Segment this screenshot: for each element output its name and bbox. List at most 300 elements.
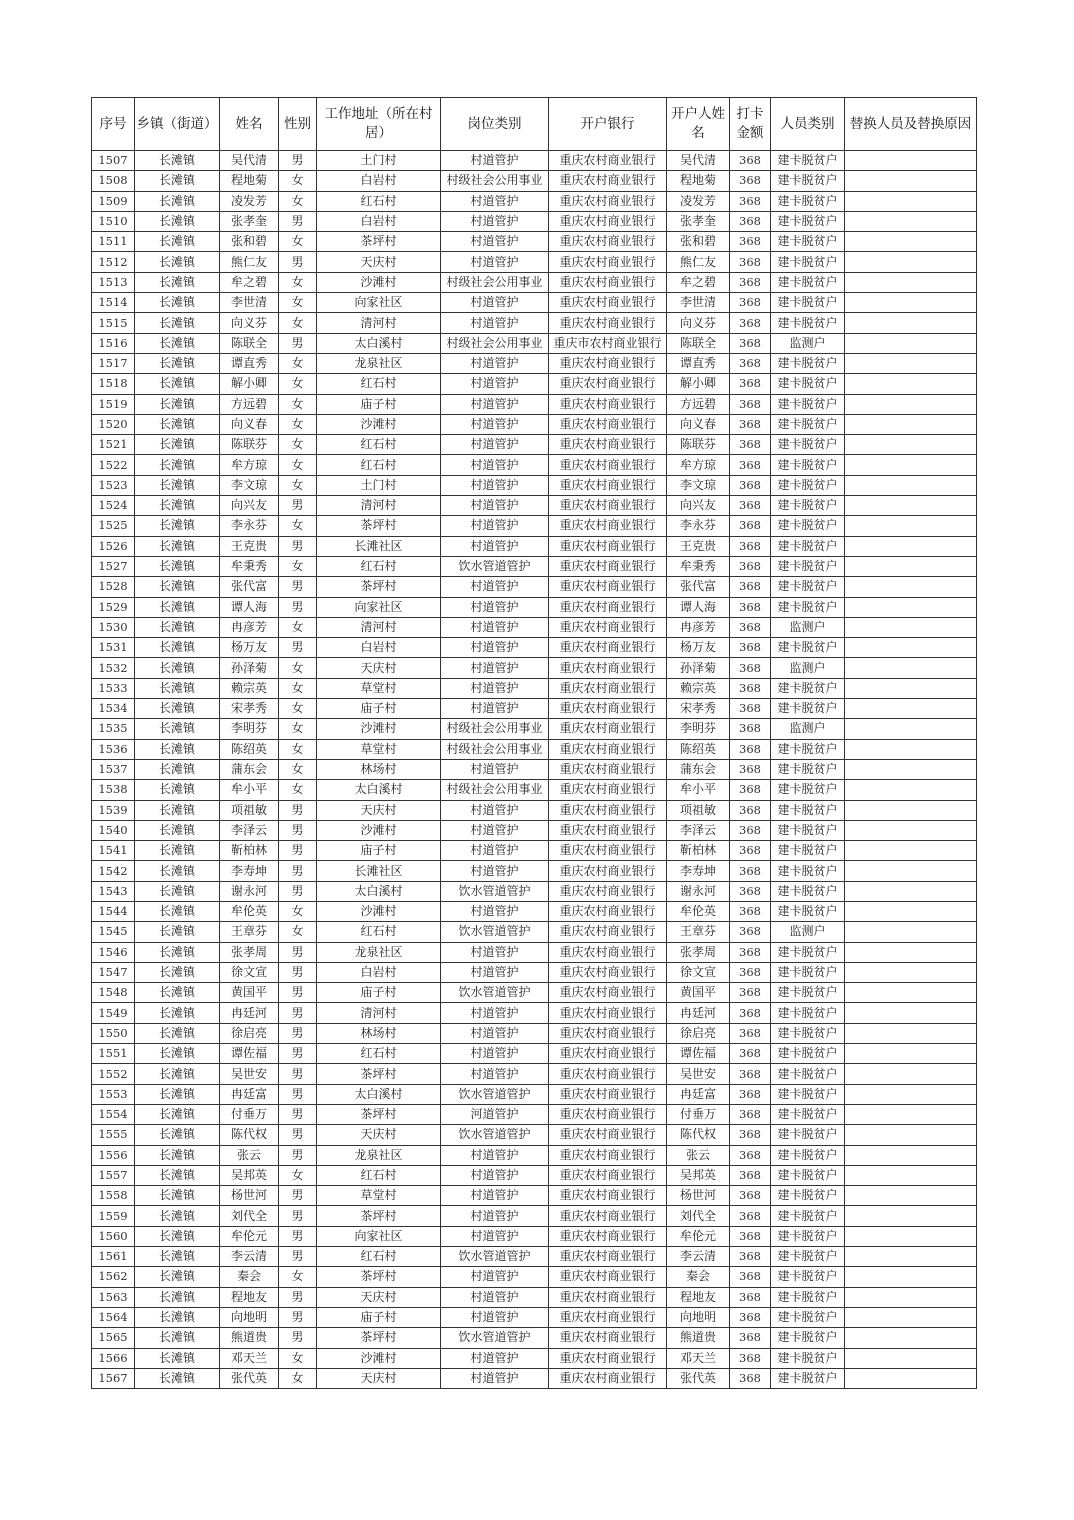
cell-account-holder: 张孝奎 [667,211,730,231]
cell-job-category: 村道管护 [441,191,549,211]
cell-replacement [845,800,977,820]
cell-person-category: 建卡脱贫户 [771,1226,845,1246]
table-row [92,577,977,597]
cell-account-holder: 熊道贵 [667,1328,730,1348]
cell-bank: 重庆农村商业银行 [549,1348,667,1368]
cell-town: 长滩镇 [135,1104,220,1124]
cell-account-holder: 黄国平 [667,983,730,1003]
table-row [92,800,977,820]
cell-gender: 女 [279,1368,317,1388]
cell-work-address: 茶坪村 [317,232,441,252]
cell-amount: 368 [730,1145,771,1165]
table-row [92,1044,977,1064]
cell-account-holder: 蒲东会 [667,759,730,779]
cell-person-category: 监测户 [771,658,845,678]
cell-job-category: 村道管护 [441,962,549,982]
cell-town: 长滩镇 [135,1186,220,1206]
cell-town: 长滩镇 [135,475,220,495]
cell-gender: 女 [279,435,317,455]
cell-replacement [845,638,977,658]
cell-name: 牟秉秀 [220,556,279,576]
cell-work-address: 茶坪村 [317,516,441,536]
table-row [92,861,977,881]
cell-work-address: 沙滩村 [317,820,441,840]
cell-gender: 男 [279,333,317,353]
table-row [92,1368,977,1388]
cell-work-address: 红石村 [317,1044,441,1064]
cell-name: 牟之碧 [220,272,279,292]
cell-name: 方远碧 [220,394,279,414]
cell-work-address: 白岩村 [317,638,441,658]
cell-gender: 男 [279,1023,317,1043]
cell-replacement [845,962,977,982]
cell-gender: 男 [279,496,317,516]
cell-amount: 368 [730,1287,771,1307]
cell-amount: 368 [730,820,771,840]
cell-person-category: 建卡脱贫户 [771,983,845,1003]
cell-town: 长滩镇 [135,881,220,901]
cell-person-category: 建卡脱贫户 [771,820,845,840]
cell-index: 1525 [92,516,135,536]
cell-bank: 重庆农村商业银行 [549,293,667,313]
cell-job-category: 村道管护 [441,841,549,861]
table-row [92,1226,977,1246]
cell-job-category: 村道管护 [441,901,549,921]
table-row [92,1247,977,1267]
cell-gender: 男 [279,1226,317,1246]
cell-amount: 368 [730,333,771,353]
cell-replacement [845,171,977,191]
cell-bank: 重庆农村商业银行 [549,496,667,516]
cell-amount: 368 [730,1084,771,1104]
cell-index: 1516 [92,333,135,353]
cell-index: 1553 [92,1084,135,1104]
cell-town: 长滩镇 [135,1145,220,1165]
cell-name: 项祖敏 [220,800,279,820]
cell-bank: 重庆农村商业银行 [549,861,667,881]
cell-amount: 368 [730,1044,771,1064]
cell-bank: 重庆农村商业银行 [549,739,667,759]
cell-amount: 368 [730,901,771,921]
cell-job-category: 村道管护 [441,1267,549,1287]
cell-work-address: 龙泉社区 [317,1145,441,1165]
cell-job-category: 村道管护 [441,1003,549,1023]
table-row [92,1003,977,1023]
cell-name: 靳柏林 [220,841,279,861]
cell-job-category: 村道管护 [441,678,549,698]
cell-person-category: 建卡脱贫户 [771,151,845,171]
cell-amount: 368 [730,841,771,861]
table-row [92,394,977,414]
cell-town: 长滩镇 [135,1003,220,1023]
header-work-address: 工作地址（所在村居） [317,98,441,151]
cell-town: 长滩镇 [135,374,220,394]
cell-amount: 368 [730,556,771,576]
cell-amount: 368 [730,1125,771,1145]
cell-index: 1535 [92,719,135,739]
cell-town: 长滩镇 [135,171,220,191]
cell-bank: 重庆农村商业银行 [549,577,667,597]
cell-person-category: 建卡脱贫户 [771,962,845,982]
cell-index: 1561 [92,1247,135,1267]
cell-name: 向地明 [220,1307,279,1327]
cell-amount: 368 [730,232,771,252]
cell-name: 李文琼 [220,475,279,495]
table-row [92,252,977,272]
cell-name: 谭人海 [220,597,279,617]
cell-account-holder: 冉彦芳 [667,617,730,637]
cell-bank: 重庆农村商业银行 [549,820,667,840]
cell-person-category: 建卡脱贫户 [771,1165,845,1185]
cell-index: 1548 [92,983,135,1003]
cell-gender: 男 [279,1307,317,1327]
cell-amount: 368 [730,1348,771,1368]
cell-town: 长滩镇 [135,597,220,617]
cell-replacement [845,617,977,637]
cell-bank: 重庆农村商业银行 [549,699,667,719]
cell-town: 长滩镇 [135,739,220,759]
cell-name: 徐文宣 [220,962,279,982]
cell-town: 长滩镇 [135,1328,220,1348]
cell-account-holder: 向兴友 [667,496,730,516]
cell-account-holder: 牟小平 [667,780,730,800]
cell-amount: 368 [730,597,771,617]
cell-index: 1537 [92,759,135,779]
cell-name: 牟方琼 [220,455,279,475]
cell-name: 李永芬 [220,516,279,536]
cell-work-address: 红石村 [317,1165,441,1185]
cell-town: 长滩镇 [135,719,220,739]
cell-person-category: 建卡脱贫户 [771,1287,845,1307]
cell-gender: 女 [279,1165,317,1185]
cell-town: 长滩镇 [135,1064,220,1084]
cell-gender: 女 [279,191,317,211]
cell-replacement [845,942,977,962]
cell-job-category: 村道管护 [441,151,549,171]
cell-person-category: 建卡脱贫户 [771,597,845,617]
table-row [92,536,977,556]
cell-index: 1562 [92,1267,135,1287]
cell-account-holder: 方远碧 [667,394,730,414]
cell-gender: 女 [279,455,317,475]
cell-work-address: 天庆村 [317,800,441,820]
cell-gender: 女 [279,414,317,434]
cell-town: 长滩镇 [135,942,220,962]
cell-account-holder: 付垂万 [667,1104,730,1124]
table-row [92,293,977,313]
cell-index: 1512 [92,252,135,272]
cell-amount: 368 [730,1206,771,1226]
cell-work-address: 庙子村 [317,394,441,414]
cell-name: 赖宗英 [220,678,279,698]
cell-job-category: 村道管护 [441,1287,549,1307]
cell-person-category: 建卡脱贫户 [771,577,845,597]
cell-work-address: 庙子村 [317,983,441,1003]
cell-person-category: 建卡脱贫户 [771,759,845,779]
cell-replacement [845,496,977,516]
cell-name: 张孝周 [220,942,279,962]
cell-job-category: 村道管护 [441,800,549,820]
header-town: 乡镇（街道） [135,98,220,151]
cell-person-category: 建卡脱贫户 [771,881,845,901]
cell-town: 长滩镇 [135,435,220,455]
header-gender: 性别 [279,98,317,151]
cell-index: 1550 [92,1023,135,1043]
cell-account-holder: 牟方琼 [667,455,730,475]
cell-job-category: 河道管护 [441,1104,549,1124]
cell-index: 1513 [92,272,135,292]
cell-replacement [845,1044,977,1064]
cell-amount: 368 [730,435,771,455]
cell-job-category: 村级社会公用事业 [441,333,549,353]
cell-replacement [845,435,977,455]
cell-replacement [845,272,977,292]
cell-work-address: 土门村 [317,151,441,171]
table-row [92,1267,977,1287]
cell-person-category: 建卡脱贫户 [771,942,845,962]
cell-town: 长滩镇 [135,983,220,1003]
cell-job-category: 村级社会公用事业 [441,171,549,191]
table-row [92,1206,977,1226]
cell-gender: 女 [279,780,317,800]
cell-index: 1556 [92,1145,135,1165]
cell-work-address: 长滩社区 [317,536,441,556]
cell-index: 1564 [92,1307,135,1327]
cell-bank: 重庆农村商业银行 [549,313,667,333]
cell-work-address: 茶坪村 [317,1064,441,1084]
cell-town: 长滩镇 [135,556,220,576]
cell-work-address: 庙子村 [317,1307,441,1327]
cell-town: 长滩镇 [135,922,220,942]
cell-job-category: 村道管护 [441,374,549,394]
cell-name: 邓天兰 [220,1348,279,1368]
cell-gender: 女 [279,922,317,942]
cell-job-category: 村道管护 [441,516,549,536]
cell-gender: 男 [279,820,317,840]
cell-account-holder: 解小卿 [667,374,730,394]
cell-account-holder: 邓天兰 [667,1348,730,1368]
cell-work-address: 沙滩村 [317,719,441,739]
cell-account-holder: 张代英 [667,1368,730,1388]
cell-town: 长滩镇 [135,962,220,982]
cell-town: 长滩镇 [135,1247,220,1267]
table-row [92,597,977,617]
cell-replacement [845,353,977,373]
cell-person-category: 建卡脱贫户 [771,536,845,556]
cell-bank: 重庆农村商业银行 [549,1267,667,1287]
cell-name: 吴世安 [220,1064,279,1084]
cell-town: 长滩镇 [135,1165,220,1185]
table-row [92,780,977,800]
cell-account-holder: 杨万友 [667,638,730,658]
cell-gender: 男 [279,1104,317,1124]
cell-amount: 368 [730,983,771,1003]
cell-replacement [845,293,977,313]
cell-person-category: 监测户 [771,333,845,353]
cell-work-address: 沙滩村 [317,1348,441,1368]
cell-name: 孙泽菊 [220,658,279,678]
table-row [92,1287,977,1307]
cell-town: 长滩镇 [135,901,220,921]
cell-replacement [845,414,977,434]
table-row [92,475,977,495]
cell-amount: 368 [730,719,771,739]
cell-gender: 女 [279,617,317,637]
cell-replacement [845,881,977,901]
cell-replacement [845,1287,977,1307]
cell-account-holder: 陈代权 [667,1125,730,1145]
cell-town: 长滩镇 [135,820,220,840]
cell-job-category: 村道管护 [441,414,549,434]
cell-index: 1543 [92,881,135,901]
table-row [92,1348,977,1368]
table-row [92,922,977,942]
cell-index: 1554 [92,1104,135,1124]
cell-name: 谭佐福 [220,1044,279,1064]
cell-work-address: 清河村 [317,313,441,333]
cell-name: 黄国平 [220,983,279,1003]
cell-amount: 368 [730,1307,771,1327]
cell-gender: 女 [279,678,317,698]
cell-bank: 重庆农村商业银行 [549,1226,667,1246]
cell-account-holder: 陈联芬 [667,435,730,455]
table-row [92,1307,977,1327]
cell-gender: 女 [279,475,317,495]
cell-gender: 女 [279,658,317,678]
cell-account-holder: 冉廷富 [667,1084,730,1104]
cell-gender: 女 [279,556,317,576]
cell-work-address: 沙滩村 [317,272,441,292]
cell-replacement [845,841,977,861]
table-row [92,1023,977,1043]
cell-work-address: 龙泉社区 [317,942,441,962]
cell-person-category: 建卡脱贫户 [771,699,845,719]
table-row [92,1125,977,1145]
cell-town: 长滩镇 [135,699,220,719]
cell-job-category: 村道管护 [441,232,549,252]
cell-index: 1560 [92,1226,135,1246]
cell-account-holder: 李云清 [667,1247,730,1267]
cell-account-holder: 牟秉秀 [667,556,730,576]
cell-town: 长滩镇 [135,353,220,373]
cell-work-address: 天庆村 [317,1287,441,1307]
cell-name: 杨世河 [220,1186,279,1206]
cell-job-category: 饮水管道管护 [441,556,549,576]
cell-person-category: 建卡脱贫户 [771,1368,845,1388]
cell-name: 秦会 [220,1267,279,1287]
cell-index: 1510 [92,211,135,231]
cell-index: 1565 [92,1328,135,1348]
table-row [92,414,977,434]
cell-amount: 368 [730,800,771,820]
cell-job-category: 饮水管道管护 [441,1247,549,1267]
cell-work-address: 红石村 [317,191,441,211]
cell-bank: 重庆农村商业银行 [549,678,667,698]
cell-work-address: 庙子村 [317,699,441,719]
cell-name: 杨万友 [220,638,279,658]
cell-bank: 重庆农村商业银行 [549,1003,667,1023]
cell-job-category: 村道管护 [441,1044,549,1064]
cell-bank: 重庆农村商业银行 [549,800,667,820]
cell-work-address: 天庆村 [317,1368,441,1388]
cell-work-address: 太白溪村 [317,1084,441,1104]
cell-replacement [845,455,977,475]
table-row [92,1186,977,1206]
cell-replacement [845,739,977,759]
cell-index: 1515 [92,313,135,333]
cell-account-holder: 赖宗英 [667,678,730,698]
cell-replacement [845,475,977,495]
cell-index: 1534 [92,699,135,719]
cell-person-category: 建卡脱贫户 [771,293,845,313]
cell-amount: 368 [730,942,771,962]
cell-person-category: 监测户 [771,922,845,942]
cell-job-category: 村道管护 [441,617,549,637]
cell-account-holder: 孙泽菊 [667,658,730,678]
cell-name: 解小卿 [220,374,279,394]
cell-person-category: 建卡脱贫户 [771,1348,845,1368]
cell-job-category: 村道管护 [441,435,549,455]
table-row [92,617,977,637]
cell-gender: 女 [279,1267,317,1287]
cell-town: 长滩镇 [135,1307,220,1327]
cell-bank: 重庆农村商业银行 [549,191,667,211]
cell-amount: 368 [730,1247,771,1267]
cell-bank: 重庆农村商业银行 [549,1186,667,1206]
cell-town: 长滩镇 [135,394,220,414]
table-row [92,1084,977,1104]
cell-person-category: 建卡脱贫户 [771,496,845,516]
cell-bank: 重庆农村商业银行 [549,435,667,455]
header-job-category: 岗位类别 [441,98,549,151]
cell-job-category: 村道管护 [441,313,549,333]
table-row [92,699,977,719]
cell-job-category: 饮水管道管护 [441,1328,549,1348]
cell-name: 张和碧 [220,232,279,252]
cell-work-address: 清河村 [317,496,441,516]
cell-name: 牟伦英 [220,901,279,921]
cell-person-category: 建卡脱贫户 [771,1267,845,1287]
cell-job-category: 村道管护 [441,1165,549,1185]
cell-bank: 重庆农村商业银行 [549,516,667,536]
cell-town: 长滩镇 [135,313,220,333]
cell-person-category: 建卡脱贫户 [771,739,845,759]
table-row [92,516,977,536]
cell-name: 陈绍英 [220,739,279,759]
cell-person-category: 建卡脱贫户 [771,374,845,394]
cell-person-category: 建卡脱贫户 [771,313,845,333]
cell-index: 1552 [92,1064,135,1084]
cell-town: 长滩镇 [135,1084,220,1104]
header-name: 姓名 [220,98,279,151]
cell-job-category: 村道管护 [441,475,549,495]
table-row [92,211,977,231]
cell-replacement [845,1348,977,1368]
cell-account-holder: 王克贵 [667,536,730,556]
cell-gender: 女 [279,374,317,394]
cell-replacement [845,1125,977,1145]
table-row [92,719,977,739]
cell-gender: 女 [279,171,317,191]
table-row [92,556,977,576]
cell-gender: 男 [279,211,317,231]
cell-gender: 男 [279,577,317,597]
cell-gender: 女 [279,353,317,373]
cell-job-category: 村道管护 [441,536,549,556]
cell-town: 长滩镇 [135,1348,220,1368]
cell-gender: 男 [279,983,317,1003]
cell-person-category: 建卡脱贫户 [771,353,845,373]
